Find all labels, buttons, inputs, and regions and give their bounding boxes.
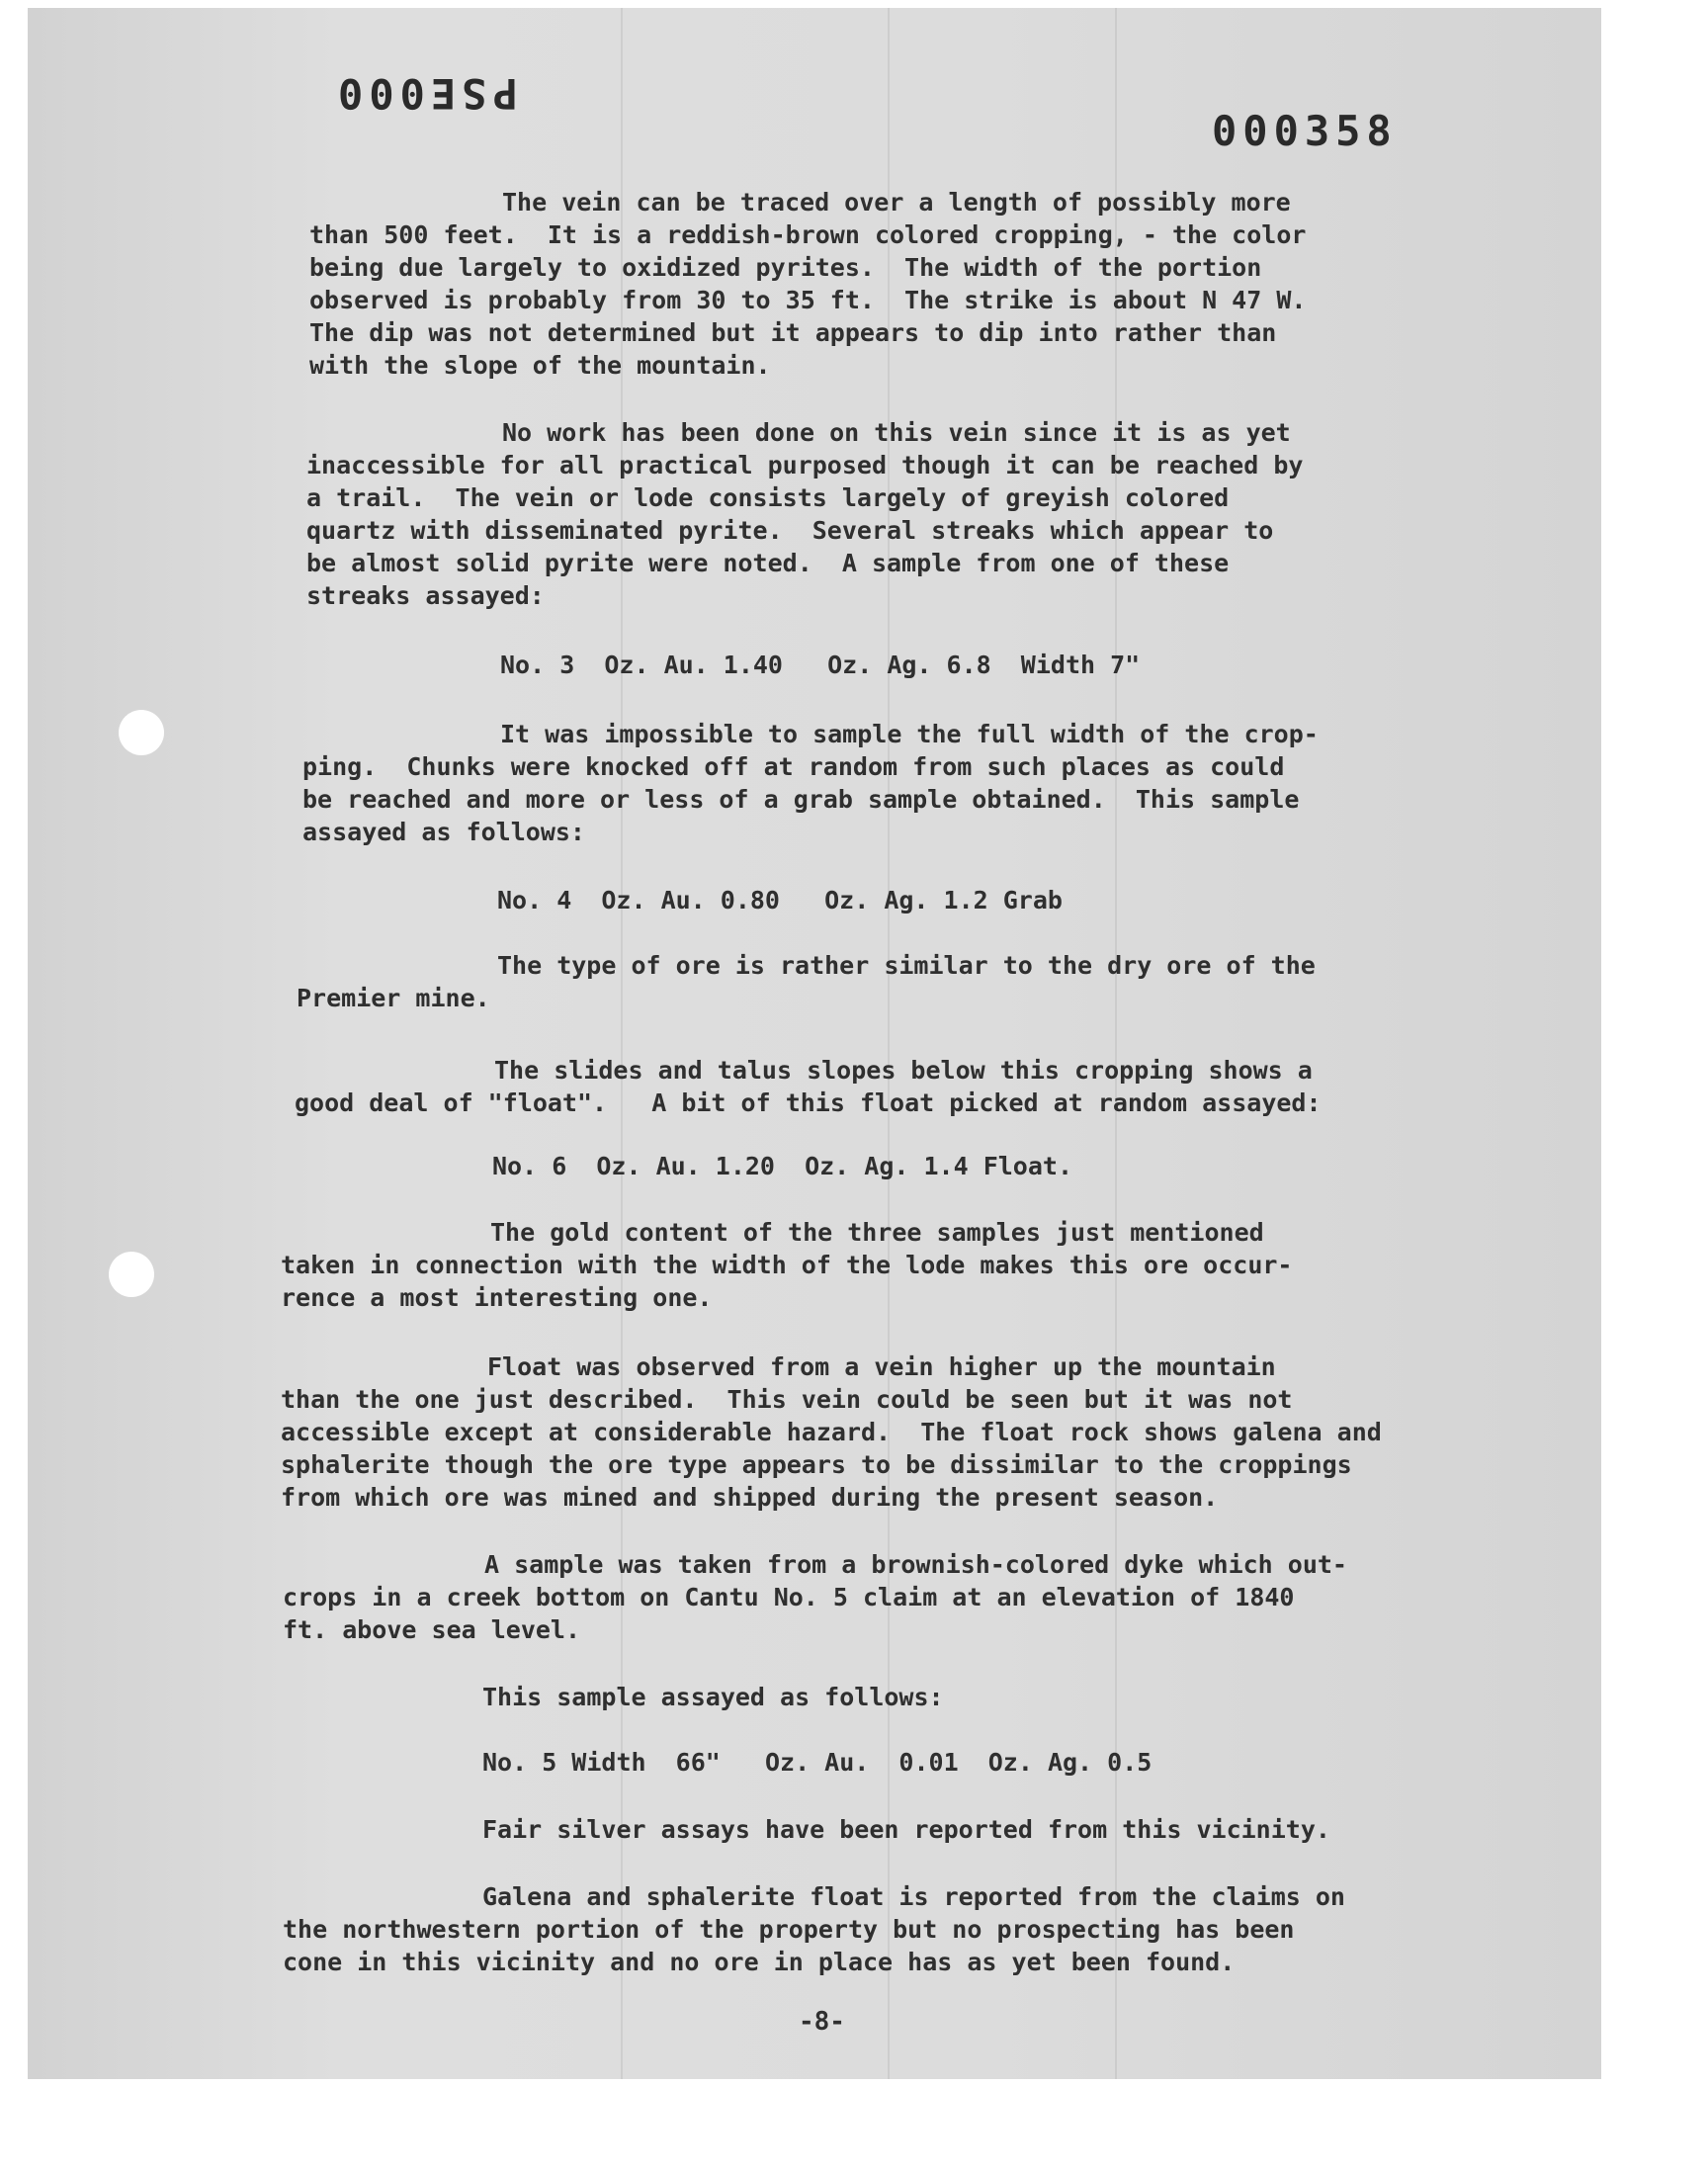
paragraph-11-line-2: the northwestern portion of the property but no prospecting has been: [283, 1915, 1295, 1944]
paragraph-8-line-1: A sample was taken from a brownish-colored dyke which out-: [484, 1550, 1347, 1579]
assay-line-no-5: No. 5 Width 66" Oz. Au. 0.01 Oz. Ag. 0.5: [482, 1748, 1153, 1777]
paragraph-2-line-6: streaks assayed:: [306, 581, 545, 610]
paragraph-4-line-1: The type of ore is rather similar to the dry ore of the: [497, 951, 1316, 980]
assay-line-no-6: No. 6 Oz. Au. 1.20 Oz. Ag. 1.4 Float.: [492, 1152, 1072, 1180]
paragraph-11-line-3: cone in this vicinity and no ore in place has as yet been found.: [283, 1948, 1236, 1976]
paragraph-3-line-3: be reached and more or less of a grab sample obtained. This sample: [302, 785, 1300, 814]
paragraph-5-line-2: good deal of "float". A bit of this float picked at random assayed:: [295, 1088, 1322, 1117]
paragraph-9-line-1: This sample assayed as follows:: [482, 1683, 944, 1711]
paragraph-2-line-1: No work has been done on this vein since it is as yet: [502, 418, 1291, 447]
document-page: [28, 8, 1601, 2079]
paragraph-11-line-1: Galena and sphalerite float is reported from the claims on: [482, 1882, 1345, 1911]
paragraph-3-line-4: assayed as follows:: [302, 818, 585, 846]
paragraph-1-line-5: The dip was not determined but it appears to dip into rather than: [309, 318, 1277, 347]
paragraph-5-line-1: The slides and talus slopes below this cropping shows a: [494, 1056, 1313, 1085]
paragraph-1-line-6: with the slope of the mountain.: [309, 351, 771, 380]
assay-line-no-3: No. 3 Oz. Au. 1.40 Oz. Ag. 6.8 Width 7": [500, 651, 1141, 679]
paragraph-7-line-2: than the one just described. This vein could be seen but it was not: [281, 1385, 1293, 1414]
document-stamp-mirrored: PSE000: [332, 69, 518, 118]
paragraph-2-line-3: a trail. The vein or lode consists largely of greyish colored: [306, 483, 1230, 512]
paragraph-6-line-1: The gold content of the three samples just mentioned: [490, 1218, 1264, 1247]
paragraph-2-line-4: quartz with disseminated pyrite. Several streaks which appear to: [306, 516, 1274, 545]
paragraph-8-line-3: ft. above sea level.: [283, 1615, 581, 1644]
paragraph-7-line-5: from which ore was mined and shipped during the present season.: [281, 1483, 1219, 1512]
paragraph-1-line-1: The vein can be traced over a length of possibly more: [502, 188, 1291, 217]
paragraph-1-line-4: observed is probably from 30 to 35 ft. The strike is about N 47 W.: [309, 286, 1307, 314]
paragraph-3-line-1: It was impossible to sample the full width of the crop-: [500, 720, 1319, 748]
punch-hole: [119, 710, 164, 755]
paragraph-7-line-1: Float was observed from a vein higher up the mountain: [487, 1352, 1276, 1381]
paragraph-1-line-2: than 500 feet. It is a reddish-brown colored cropping, - the color: [309, 220, 1307, 249]
paragraph-6-line-2: taken in connection with the width of the lode makes this ore occur-: [281, 1251, 1293, 1279]
paragraph-10-line-1: Fair silver assays have been reported from this vicinity.: [482, 1815, 1330, 1844]
paragraph-7-line-4: sphalerite though the ore type appears to be dissimilar to the croppings: [281, 1450, 1352, 1479]
paragraph-3-line-2: ping. Chunks were knocked off at random from such places as could: [302, 752, 1285, 781]
paragraph-4-line-2: Premier mine.: [297, 984, 490, 1012]
paragraph-1-line-3: being due largely to oxidized pyrites. The width of the portion: [309, 253, 1262, 282]
paragraph-8-line-2: crops in a creek bottom on Cantu No. 5 claim at an elevation of 1840: [283, 1583, 1295, 1611]
page-number: -8-: [799, 2007, 845, 2037]
assay-line-no-4: No. 4 Oz. Au. 0.80 Oz. Ag. 1.2 Grab: [497, 886, 1063, 914]
punch-hole: [109, 1252, 154, 1297]
document-stamp: 000358: [1212, 107, 1398, 155]
paragraph-2-line-2: inaccessible for all practical purposed though it can be reached by: [306, 451, 1304, 479]
paragraph-2-line-5: be almost solid pyrite were noted. A sample from one of these: [306, 549, 1230, 577]
paragraph-7-line-3: accessible except at considerable hazard. The float rock shows galena and: [281, 1418, 1382, 1446]
paragraph-6-line-3: rence a most interesting one.: [281, 1283, 713, 1312]
